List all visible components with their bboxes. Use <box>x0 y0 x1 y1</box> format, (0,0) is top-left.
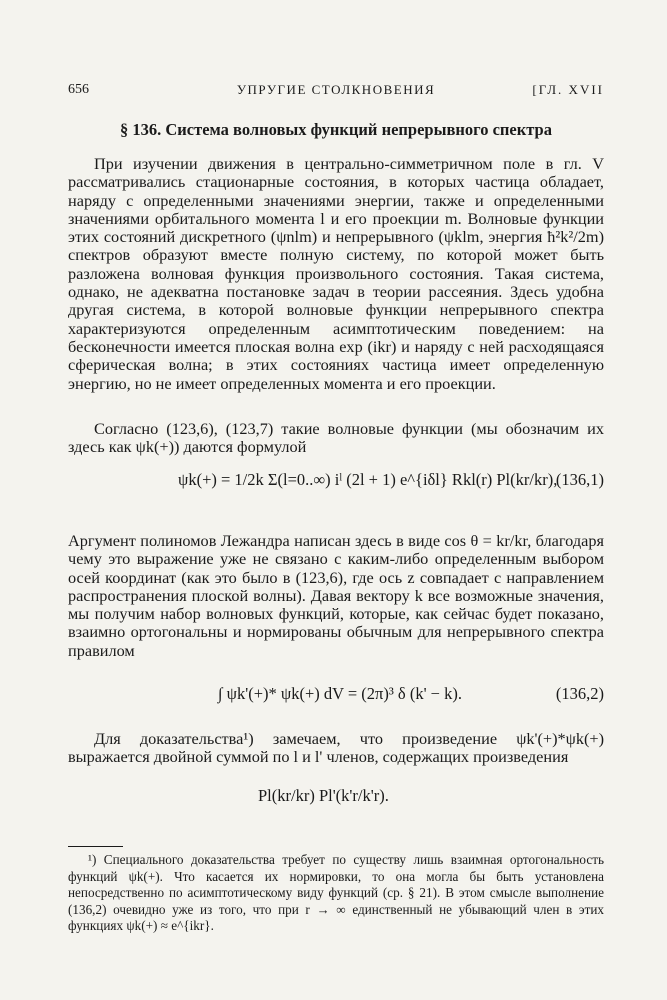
equation-136-1 <box>68 470 604 530</box>
footnote-rule <box>68 846 123 847</box>
running-title: УПРУГИЕ СТОЛКНОВЕНИЯ <box>236 82 436 97</box>
paragraph-formula-intro: Согласно (123,6), (123,7) такие волновые функции (мы обозначим их здесь как ψk(+)) даются формулой <box>68 419 604 457</box>
page-number: 656 <box>68 82 89 97</box>
footnote: ¹) Специального доказательства требует по существу лишь взаимная ортогональность функций ψk(+). Что касается их нормировки, то она могла бы быть установлена непосредственно по асимптотическому виду функций (ср. § 21). В этом смысле выполнение (136,2) очевидно уже из того, что при r → ∞ единственный не убывающий член в этих функциях ψk(+) ≈ e^{ikr}. <box>68 852 604 933</box>
page-header <box>68 82 604 102</box>
equation-product <box>68 786 604 846</box>
equation-136-1-number: (136,1) <box>555 470 604 489</box>
paragraph-proof: Для доказательства¹) замечаем, что произведение ψk'(+)*ψk(+) выражается двойной суммой по l и l' членов, содержащих произведения <box>68 729 604 767</box>
equation-136-2-number: (136,2) <box>555 684 604 703</box>
paragraph-intro: При изучении движения в центрально-симметричном поле в гл. V рассматривались стационарные состояния, в которых частица обладает, наряду с определенными значениями энергии, также и определенными значениями орбитального момента l и его проекции m. Волновые функции этих состояний дискретного (ψnlm) и непрерывного (ψklm, энергия ħ²k²/2m) спектров образуют вместе полную систему, по которой может быть разложена волновая функция произвольного состояния. Такая система, однако, не адекватна постановке задач в теории рассеяния. Здесь удобна другая система, в которой волновые функции непрерывного спектра характеризуются определенным асимптотическим поведением: на бесконечности имеется плоская волна exp (ikr) и наряду с ней расходящаяся сферическая волна; в этих состояниях частица имеет определенную энергию, но не имеет определенных момента и его проекции. <box>68 154 604 393</box>
equation-product-body: Pl(kr/kr) Pl'(k'r/k'r). <box>258 786 389 805</box>
equation-136-2-body: ∫ ψk'(+)* ψk(+) dV = (2π)³ δ (k' − k). <box>218 684 462 703</box>
chapter-label: [ГЛ. XVII <box>532 82 604 97</box>
paragraph-legendre: Аргумент полиномов Лежандра написан здесь в виде cos θ = kr/kr, благодаря чему это выражение уже не связано с каким-либо определенным выбором осей координат (как это было в (123,6), где ось z совпадает с направлением распространения плоской волны). Давая вектору k все возможные значения, мы получим набор волновых функций, которые, как сейчас будет показано, взаимно ортогональны и нормированы обычным для непрерывного спектра правилом <box>68 531 604 660</box>
section-title: § 136. Система волновых функций непрерывного спектра <box>120 120 552 139</box>
equation-136-1-body: ψk(+) = 1/2k Σ(l=0..∞) iˡ (2l + 1) e^{iδl} Rkl(r) Pl(kr/kr), <box>178 470 558 489</box>
